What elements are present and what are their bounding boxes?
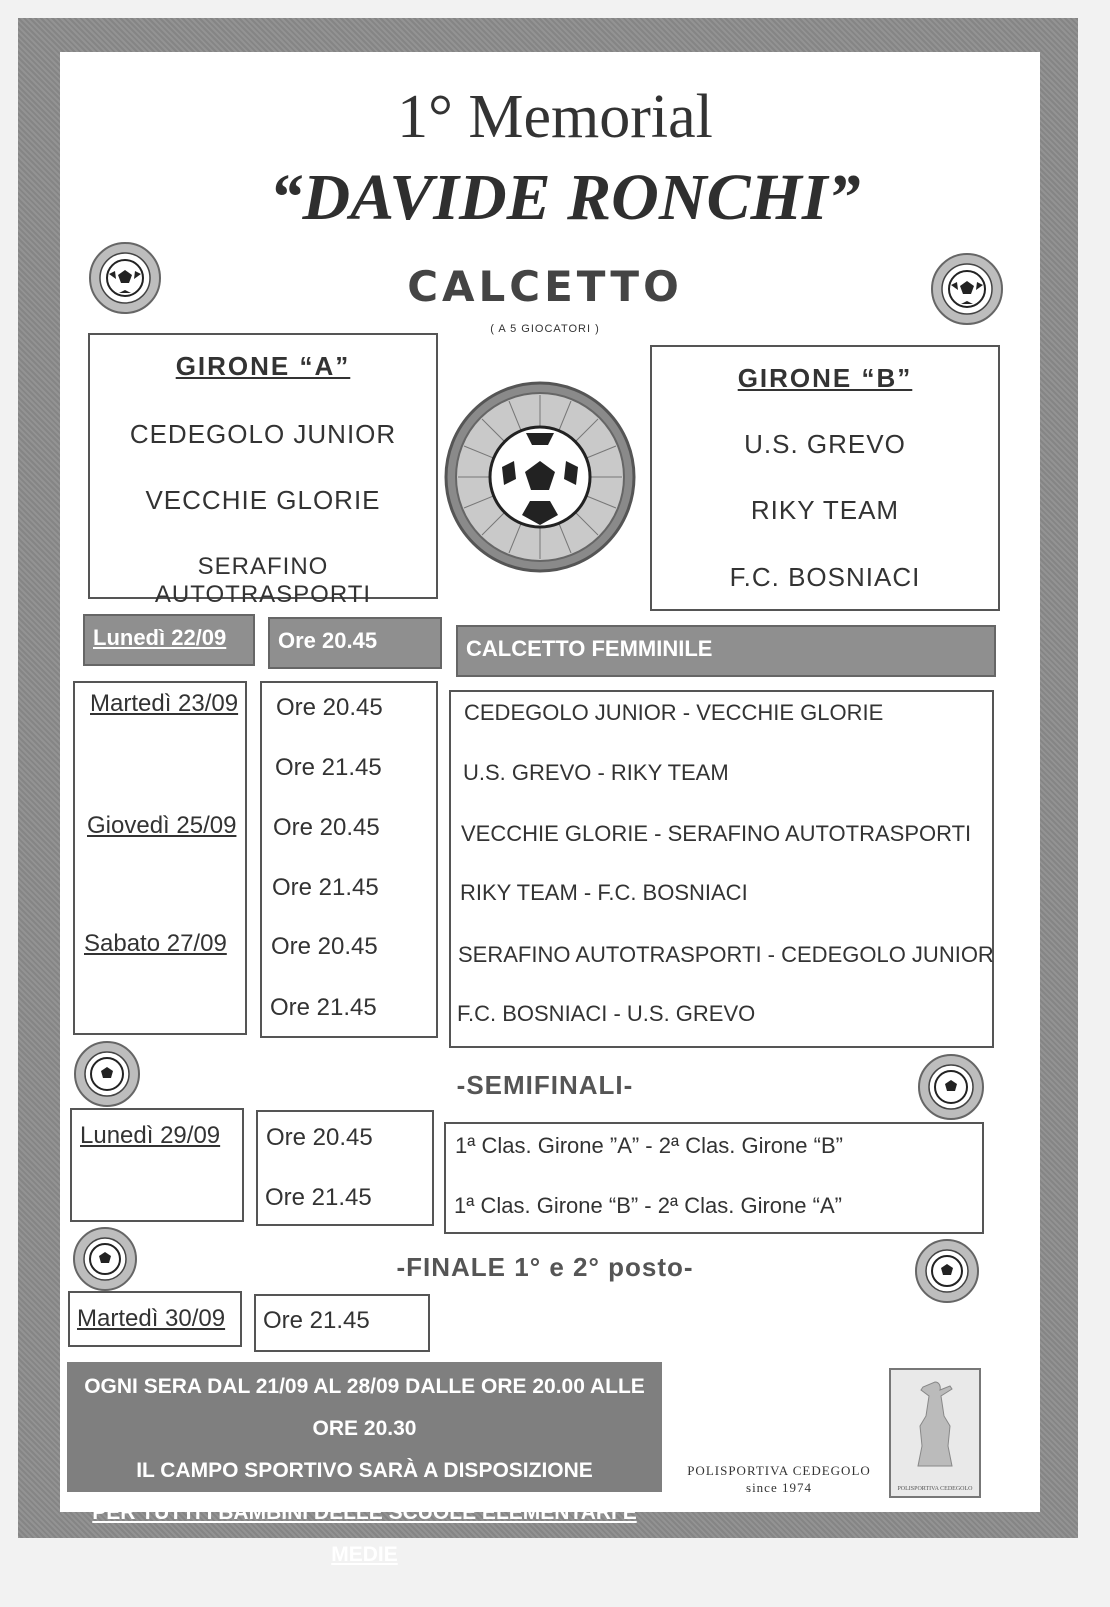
sport-title: CALCETTO	[407, 262, 683, 311]
group-b-title: GIRONE “B”	[737, 363, 913, 393]
semifinal-fixture: 1ª Clas. Girone “B” - 2ª Clas. Girone “A”	[454, 1193, 842, 1218]
match-day: Giovedì 25/09	[87, 812, 237, 839]
soccer-ball-emblem-icon	[444, 381, 636, 573]
kids-notice	[67, 1362, 662, 1566]
notice-line: OGNI SERA DAL 21/09 AL 28/09 DALLE ORE 20.00 ALLE ORE 20.30	[84, 1375, 645, 1440]
group-a-team: VECCHIE GLORIE	[145, 485, 381, 515]
final-title: -FINALE 1° e 2° posto-	[396, 1252, 694, 1282]
women-time: Ore 20.45	[268, 617, 442, 669]
match-time: Ore 21.45	[270, 994, 377, 1021]
match-day: Martedì 23/09	[90, 690, 239, 717]
match-fixture: U.S. GREVO - RIKY TEAM	[463, 760, 729, 785]
group-times-column	[260, 681, 438, 1038]
women-day: Lunedì 22/09	[83, 614, 255, 666]
match-fixture: SERAFINO AUTOTRASPORTI - CEDEGOLO JUNIOR	[458, 942, 994, 967]
club-since: since 1974	[746, 1480, 812, 1495]
match-time: Ore 20.45	[273, 814, 380, 841]
semifinal-time: Ore 21.45	[265, 1184, 372, 1211]
soccer-ball-icon	[88, 241, 162, 315]
match-fixture: VECCHIE GLORIE - SERAFINO AUTOTRASPORTI	[461, 821, 972, 846]
group-matches-column	[449, 690, 994, 1048]
match-time: Ore 21.45	[272, 874, 379, 901]
club-emblem	[889, 1368, 981, 1498]
notice-line: IL CAMPO SPORTIVO SARÀ A DISPOSIZIONE	[136, 1459, 593, 1482]
match-fixture: F.C. BOSNIACI - U.S. GREVO	[457, 1001, 756, 1026]
final-time: Ore 21.45	[263, 1307, 370, 1334]
emblem-caption: POLISPORTIVA CEDEGOLO	[897, 1486, 973, 1492]
group-a-box	[88, 333, 438, 608]
semifinals-title: -SEMIFINALI-	[456, 1070, 634, 1100]
memorial-name: “DAVIDE RONCHI”	[269, 161, 861, 234]
club-name: POLISPORTIVA CEDEGOLO	[687, 1463, 871, 1478]
group-b-team: U.S. GREVO	[744, 429, 906, 459]
match-time: Ore 20.45	[276, 694, 383, 721]
poster-title: 1° Memorial	[397, 83, 713, 151]
women-event: CALCETTO FEMMINILE	[456, 625, 996, 677]
match-fixture: RIKY TEAM - F.C. BOSNIACI	[460, 880, 748, 905]
sport-note: ( A 5 GIOCATORI )	[490, 323, 600, 335]
group-b-team: RIKY TEAM	[750, 495, 900, 525]
semifinal-time: Ore 20.45	[266, 1124, 373, 1151]
group-a-team: CEDEGOLO JUNIOR	[129, 419, 397, 449]
group-b-box	[650, 345, 1000, 611]
group-days-column	[73, 681, 247, 1035]
semifinal-fixture: 1ª Clas. Girone ”A” - 2ª Clas. Girone “B”	[455, 1133, 843, 1158]
final-day: Martedì 30/09	[77, 1305, 226, 1332]
match-day: Sabato 27/09	[84, 930, 227, 957]
club-signature	[672, 1462, 886, 1496]
match-fixture: CEDEGOLO JUNIOR - VECCHIE GLORIE	[464, 700, 884, 725]
group-a-title: GIRONE “A”	[175, 351, 351, 381]
match-time: Ore 21.45	[275, 754, 382, 781]
semifinal-day: Lunedì 29/09	[80, 1122, 221, 1149]
group-a-team: SERAFINO AUTOTRASPORTI	[154, 553, 372, 608]
statue-icon	[893, 1374, 977, 1474]
soccer-ball-icon	[930, 252, 1004, 326]
notice-line: PER TUTTI I BAMBINI DELLE SCUOLE ELEMENTARI E MEDIE	[92, 1501, 637, 1566]
group-b-team: F.C. BOSNIACI	[729, 562, 921, 592]
match-time: Ore 20.45	[271, 933, 378, 960]
